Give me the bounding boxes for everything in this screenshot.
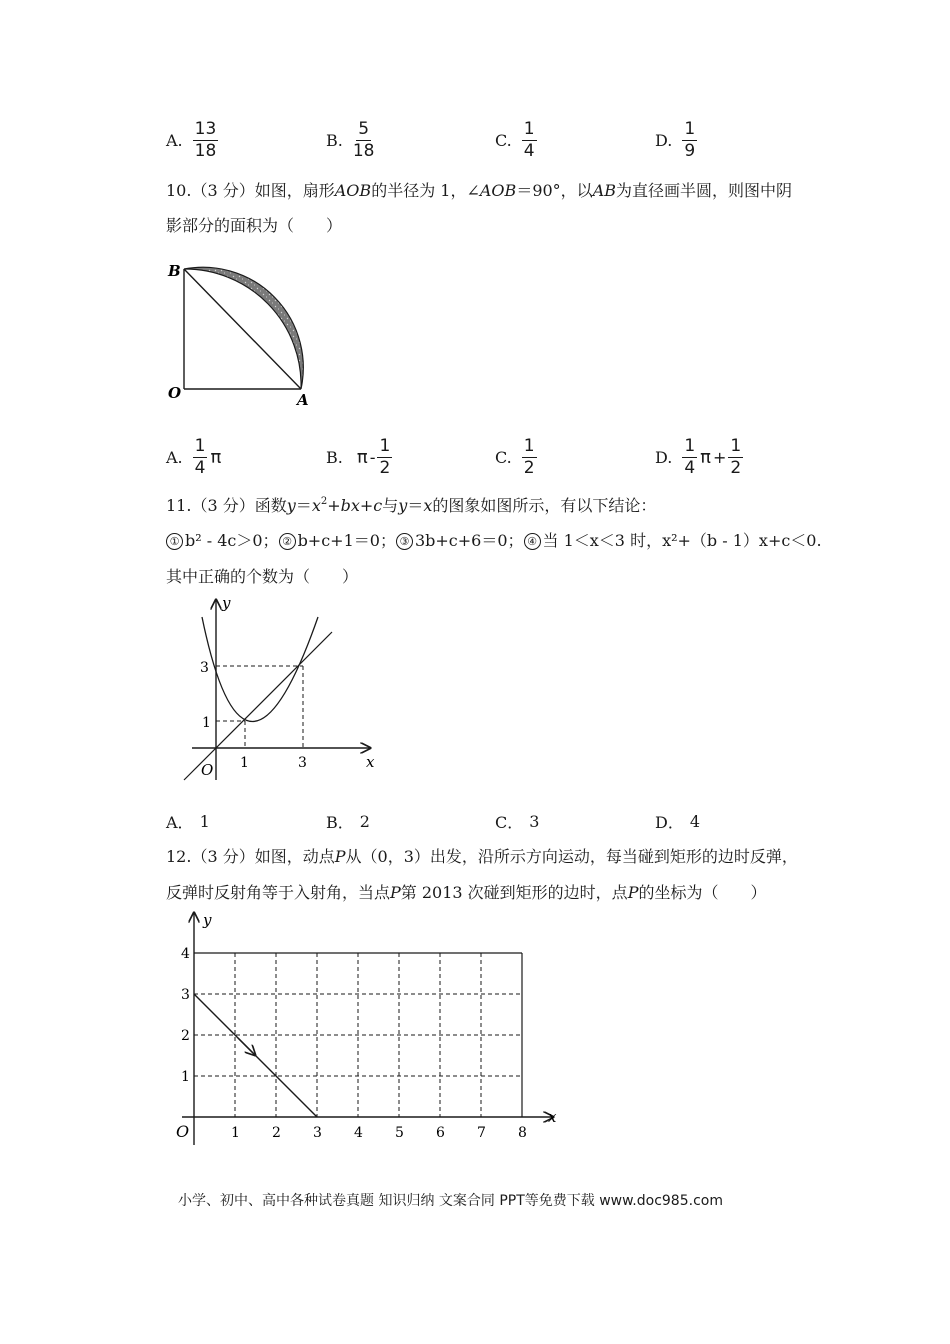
parabola xyxy=(202,617,318,722)
tick-y-3: 3 xyxy=(200,660,209,676)
y-axis-label: y xyxy=(222,594,231,612)
direction-arrow xyxy=(238,1038,255,1055)
fraction: $\frac{1}{2}$ xyxy=(379,436,391,478)
origin-label: O xyxy=(201,761,214,779)
x-tick-label: 2 xyxy=(272,1125,281,1141)
q9-option-b: B. $\frac{5}{18}$ xyxy=(326,119,375,161)
q12-grid-figure xyxy=(160,905,570,1150)
path-of-p xyxy=(194,994,317,1117)
rectangle-grid xyxy=(194,953,522,1117)
fraction: $\frac{13}{18}$ xyxy=(194,119,217,161)
q11-stem-line3: 其中正确的个数为（ ） xyxy=(166,567,359,586)
y-tick-label: 3 xyxy=(181,987,190,1003)
q11-option-a: A． 1 xyxy=(166,812,210,832)
q10-stem-line1: 10.（3 分）如图，扇形AOB的半径为 1，∠AOB＝90°，以AB为直径画半圆，则图中阴 xyxy=(166,181,793,200)
q11-stem-line1: 11.（3 分）函数$y=x^2+bx+c$与y＝x的图象如图所示，有以下结论： xyxy=(166,496,657,515)
q11-graph-figure xyxy=(160,590,390,790)
x-tick-label: 7 xyxy=(477,1125,486,1141)
origin-label: O xyxy=(176,1122,190,1141)
x-tick-label: 5 xyxy=(395,1125,404,1141)
x-tick-label: 8 xyxy=(518,1125,527,1141)
q10-option-a: A. $\frac{1}{4}$ π xyxy=(166,436,222,478)
label-a: A xyxy=(297,391,309,409)
y-tick-label: 4 xyxy=(181,946,190,962)
x-tick-label: 4 xyxy=(354,1125,363,1141)
fraction: $\frac{1}{4}$ xyxy=(684,436,696,478)
fraction: $\frac{1}{2}$ xyxy=(730,436,742,478)
tick-x-1: 1 xyxy=(240,755,249,771)
q11-option-d: D． 4 xyxy=(655,812,701,832)
fraction: $\frac{1}{4}$ xyxy=(194,436,206,478)
q12-stem-line2: 反弹时反射角等于入射角，当点P第 2013 次碰到矩形的边时，点P的坐标为（ ） xyxy=(166,883,767,902)
label-o: O xyxy=(168,384,182,402)
q10-option-d: D. $\frac{1}{4}$ π + $\frac{1}{2}$ xyxy=(655,436,742,478)
label-b: B xyxy=(168,262,181,280)
x-tick-label: 3 xyxy=(313,1125,322,1141)
y-tick-label: 2 xyxy=(181,1028,190,1044)
x-tick-label: 6 xyxy=(436,1125,445,1141)
q9-option-d: D. $\frac{1}{9}$ xyxy=(655,119,696,161)
y-tick-label: 1 xyxy=(181,1069,190,1085)
page-footer: 小学、初中、高中各种试卷真题 知识归纳 文案合同 PPT等免费下载 www.doc985.com xyxy=(178,1193,723,1209)
q9-option-c: C. $\frac{1}{4}$ xyxy=(495,119,535,161)
fraction: $\frac{1}{2}$ xyxy=(523,436,535,478)
x-axis-label: x xyxy=(548,1108,557,1126)
q10-stem-line2: 影部分的面积为（ ） xyxy=(166,216,343,235)
q11-conclusions: ① b² - 4c＞0； ② b+c+1＝0； ③ 3b+c+6＝0； ④ 当 1＜x＜3 时，x²+（b - 1）x+c＜0. xyxy=(166,529,822,553)
fraction: $\frac{1}{4}$ xyxy=(523,119,535,161)
q10-option-b: B. π - $\frac{1}{2}$ xyxy=(326,436,391,478)
tick-x-3: 3 xyxy=(298,755,307,771)
q12-stem-line1: 12.（3 分）如图，动点P从（0，3）出发，沿所示方向运动，每当碰到矩形的边时反弹， xyxy=(166,847,798,866)
chord-ab xyxy=(184,269,301,389)
q10-option-c: C. $\frac{1}{2}$ xyxy=(495,436,535,478)
y-axis-label: y xyxy=(203,911,212,929)
q10-sector-figure xyxy=(160,245,340,410)
x-axis-label: x xyxy=(366,753,375,771)
q11-option-c: C． 3 xyxy=(495,812,540,832)
tick-y-1: 1 xyxy=(202,715,211,731)
line-y-equals-x xyxy=(184,632,332,780)
fraction: $\frac{1}{9}$ xyxy=(684,119,696,161)
shaded-lune xyxy=(184,267,303,389)
x-tick-label: 1 xyxy=(231,1125,240,1141)
fraction: $\frac{5}{18}$ xyxy=(352,119,375,161)
q9-option-a: A. $\frac{13}{18}$ xyxy=(166,119,217,161)
q11-option-b: B． 2 xyxy=(326,812,370,832)
